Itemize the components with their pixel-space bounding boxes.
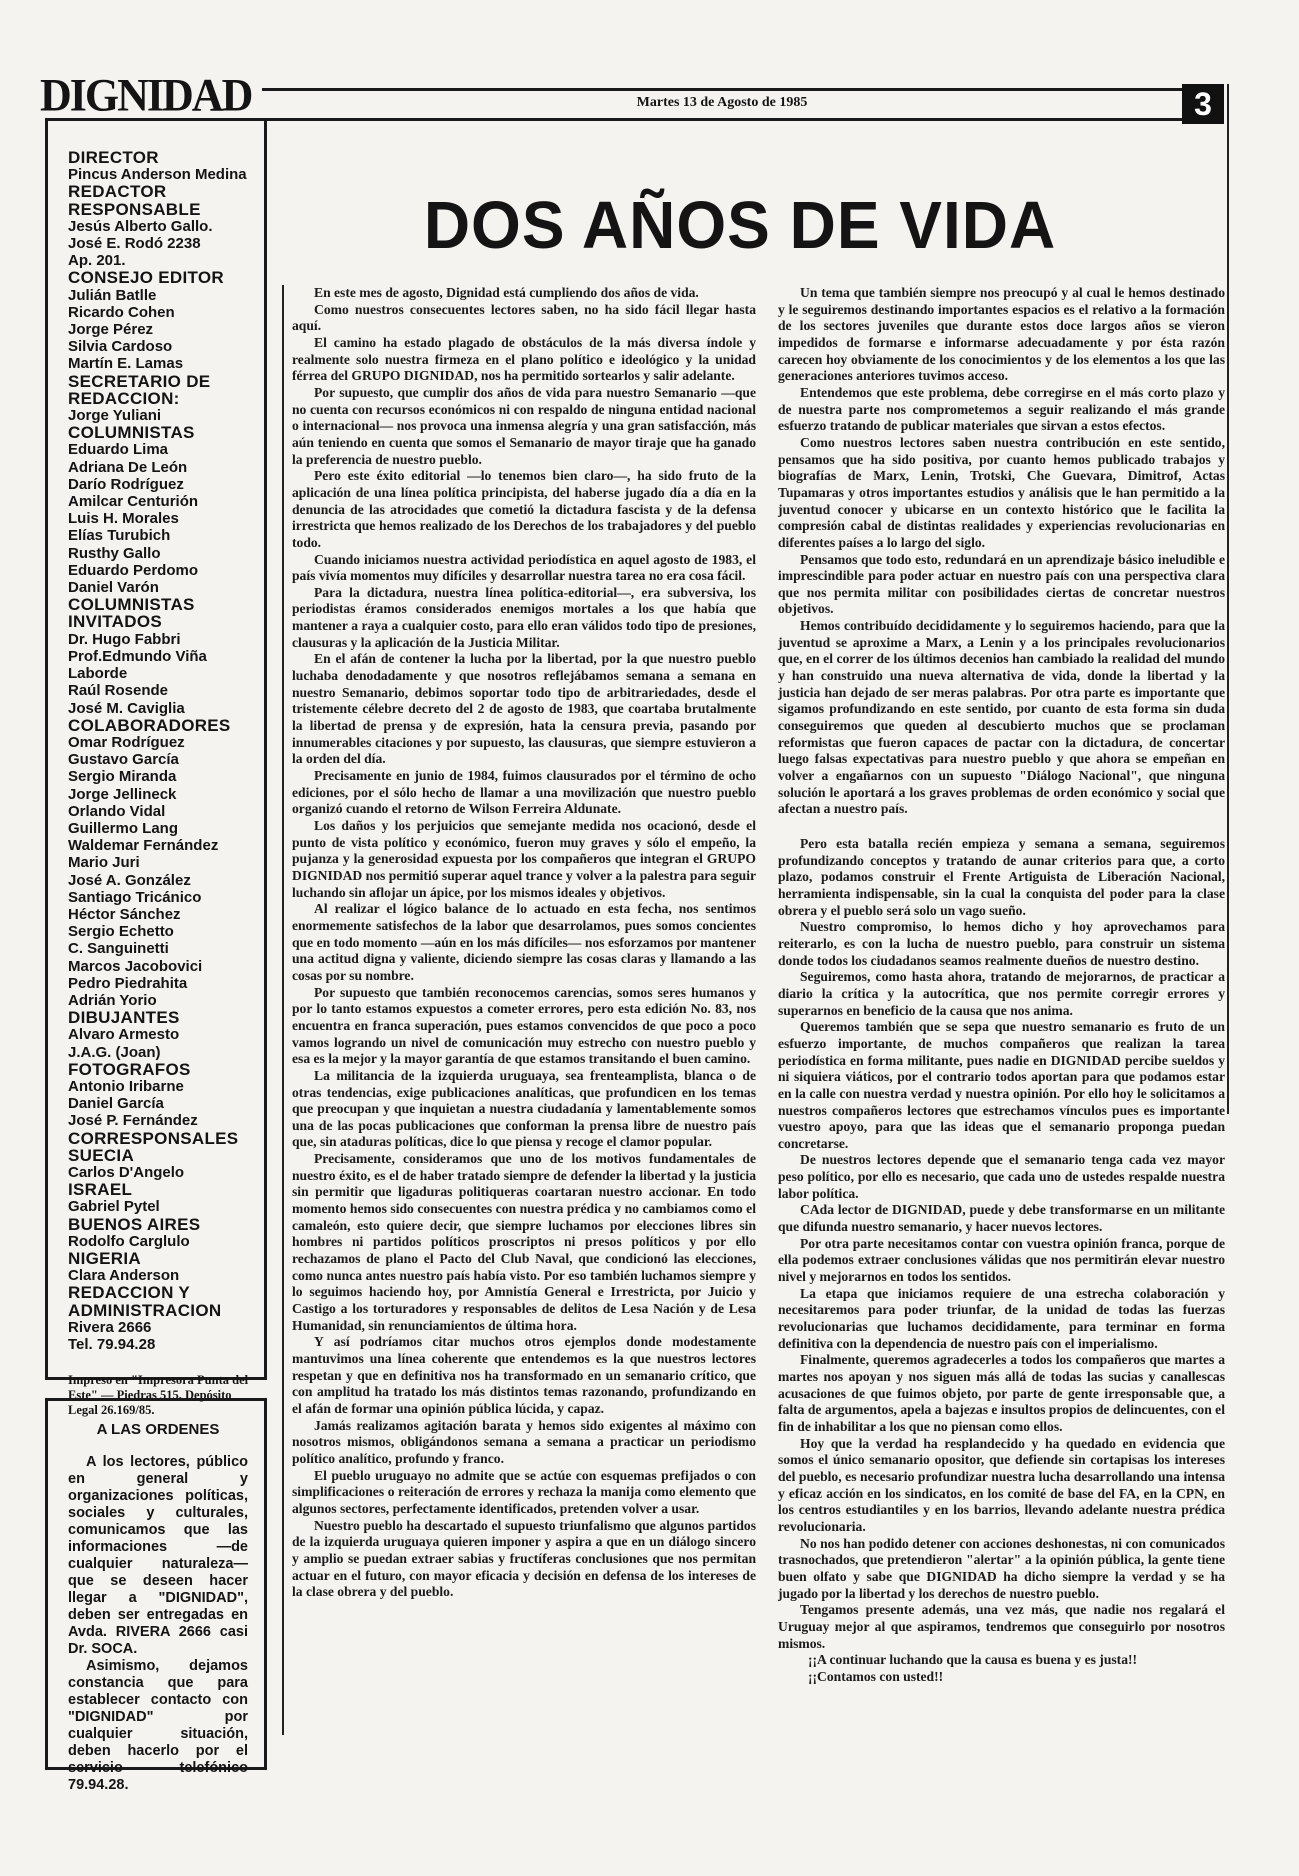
article-paragraph: Nuestro compromiso, lo hemos dicho y hoy aprovechamos para reiterarlo, es con la lucha de nuestro pueblo, para construir un sistema donde todos los ciudadanos seamos realmente dueños de nuestro destino. xyxy=(778,919,1225,968)
column-rule xyxy=(1227,84,1229,1114)
staff-heading: CORRESPONSALES xyxy=(68,1128,239,1148)
staff-name: Jorge Pérez xyxy=(68,321,154,339)
article-paragraph: Precisamente, consideramos que uno de los motivos fundamentales de nuestro éxito, es el de haber tratado siempre de defender la libertad y la justicia sin permitir que ligaduras politiqueras coartaran nuestro accionar. En todo momento hemos sido consecuentes con nuestra prédica y no cambiamos como el camaleón, esto quiere decir, que siempre luchamos por elecciones libres sin hombres ni partidos políticos proscriptos ni presos políticos y por ello rechazamos de plano el Pacto del Club Naval, que condicionó las elecciones, como nunca antes nuestro país había visto. Por eso también luchamos siempre y lo seguimos haciendo hoy, por Amnistía General e Irrestricta, por Juicio y Castigo a los torturadores y responsables de delitos de Lesa Nación y de Lesa Humanidad, sin renunciamientos de última hora. xyxy=(292,1151,756,1333)
article-paragraph: Tengamos presente además, una vez más, que nadie nos regalará el Uruguay mejor al que aspiramos, tendremos que conseguirlo por nosotros mismos. xyxy=(778,1602,1225,1651)
staff-name: José A. González xyxy=(68,871,191,889)
article-column-2 xyxy=(778,285,1225,1685)
staff-name: Daniel Varón xyxy=(68,579,159,597)
article-paragraph: La militancia de la izquierda uruguaya, sea frenteamplista, blanca o de otras tendencias, exige publicaciones analíticas, que profundicen en los temas que preocupan y que inquietan a nuestra ciudadanía y lamentablemente somos una de las pocas publicaciones que conforman la prensa libre de nuestro país que, sin ataduras políticas, dice lo que piensa y recoge el clamor popular. xyxy=(292,1067,756,1150)
orders-paragraph: Asimismo, dejamos constancia que para establecer contacto con "DIGNIDAD" por cualquier situación, deben hacerlo por el servicio telefónico 79.94.28. xyxy=(68,1658,248,1793)
staff-name: Rodolfo Carglulo xyxy=(68,1232,190,1250)
staff-name: Elías Turubich xyxy=(68,527,171,545)
imprint: Impreso en "Impresora Punta del Este" — Piedras 515. Depósito Legal 26.169/85. xyxy=(68,1373,249,1418)
staff-name: Ap. 201. xyxy=(68,252,126,270)
article-paragraph: Pero esta batalla recién empieza y semana a semana, seguiremos profundizando conceptos y tratando de aunar criterios para que, a corto plazo, podamos construir el Frente Artiguista de Liberación Nacional, herramienta indispensable, sin la cual la conquista del poder para la clase obrera y el pueblo será solo un vago sueño. xyxy=(778,836,1225,918)
staff-heading: CONSEJO EDITOR xyxy=(68,268,224,288)
article-paragraph: Y así podríamos citar muchos otros ejemplos donde modestamente mantuvimos una línea coherente que entendemos es la que nuestros lectores respetan y que en definitiva nos ha transformado en un semanario crítico, que con amplitud ha tratado los más distintos temas razonando, profundizando en el afán de formar una opinión pública lúcida, y capaz. xyxy=(292,1334,756,1416)
staff-name: Waldemar Fernández xyxy=(68,837,219,855)
article-paragraph: Por supuesto, que cumplir dos años de vida para nuestro Semanario —que no cuenta con recursos económicos ni con respaldo de ninguna entidad nacional o internacional— nos provoca una inmensa alegría y una gran satisfacción, más aún teniendo en cuenta que somos el Semanario de mayor tiraje que ha ganado la preferencia de nuestro pueblo. xyxy=(292,384,756,467)
staff-name: Jorge Jellineck xyxy=(68,785,177,803)
staff-heading: REDACTOR RESPONSABLE xyxy=(68,182,201,219)
staff-name: Marcos Jacobovici xyxy=(68,957,203,975)
staff-heading: SUECIA xyxy=(68,1145,135,1165)
staff-name: Héctor Sánchez xyxy=(68,905,181,923)
staff-heading: FOTOGRAFOS xyxy=(68,1059,191,1079)
staff-name: Martín E. Lamas xyxy=(68,355,184,373)
article-paragraph: Para la dictadura, nuestra línea política-editorial—, era subversiva, los periodistas éramos considerados enemigos mortales a los que había que mantener a raya a cualquier costo, para ello eran válidos todo tipo de presiones, clausuras y la aplicación de la Justicia Militar. xyxy=(292,584,756,650)
article-paragraph: Como nuestros lectores saben nuestra contribución en este sentido, pensamos que ha sido positiva, por cuanto hemos publicado trabajos y biografías de Marx, Lenin, Trotski, Che Guevara, Dimitrof, Actas Tupamaras y otros importantes estudios y análisis que le han permitido a la juventud conocer y ubicarse en un contexto histórico que le facilita la compresión cabal de distintas realidades y experiencias revolucionarias en diferentes países a lo largo del siglo. xyxy=(778,434,1225,550)
staff-heading: COLABORADORES xyxy=(68,715,231,735)
article-paragraph: Por otra parte necesitamos contar con vuestra opinión franca, porque de ella podemos extraer conclusiones válidas que nos permitirán elevar nuestro nivel y mejorarnos en todos los sentidos. xyxy=(778,1235,1225,1285)
staff-heading: BUENOS AIRES xyxy=(68,1214,201,1234)
staff-name: Mario Juri xyxy=(68,854,140,872)
article-paragraph: CAda lector de DIGNIDAD, puede y debe transformarse en un militante que difunda nuestro semanario, y hacer nuevos lectores. xyxy=(778,1202,1225,1235)
orders-box xyxy=(45,1398,267,1793)
staff-name: Guillermo Lang xyxy=(68,819,179,837)
staff-name: Sergio Echetto xyxy=(68,923,174,941)
staff-name: Amilcar Centurión xyxy=(68,493,199,511)
staff-name: Eduardo Perdomo xyxy=(68,561,199,579)
staff-name: Gustavo García xyxy=(68,751,179,769)
staff-name: Adrián Yorio xyxy=(68,991,157,1009)
article-paragraph: Como nuestros consecuentes lectores saben, no ha sido fácil llegar hasta aquí. xyxy=(292,301,756,334)
masthead-logo: DIGNIDAD xyxy=(40,69,252,122)
staff-name: Silvia Cardoso xyxy=(68,338,173,356)
staff-heading: SECRETARIO DE REDACCION: xyxy=(68,371,211,408)
article-paragraph: Seguiremos, como hasta ahora, tratando de mejorarnos, de practicar a diario la crítica y la autocrítica, que nos permite corregir errores y superarnos en beneficio de la causa que nos anima. xyxy=(778,969,1225,1018)
staff-name: Antonio Iribarne xyxy=(68,1077,184,1095)
staff-name: Jorge Yuliani xyxy=(68,407,162,425)
masthead-rule-bottom xyxy=(262,118,1182,121)
staff-name: Rusthy Gallo xyxy=(68,544,161,562)
staff-name: Rivera 2666 xyxy=(68,1318,152,1336)
article-paragraph: Hemos contribuído decididamente y lo seguiremos haciendo, para que la juventud se aproxime a Marx, a Lenin y a los principales revolucionarios que, en el correr de los últimos decenios han cambiado la realidad del mundo y han construido una nueva alternativa de vida, donde la libertad y la justicia han dejado de ser meras palabras. Por otra parte es importante que sigamos profundizando en este sentido, por cuanto de esta forma sin duda conseguiremos que queden al descubierto muchos que se proclaman reformistas que fueron capaces de pactar con la dictadura, de concertar luego falsas expectativas para nuestro pueblo y que ahora se empeñan en volver a engañarnos con un supuesto "Diálogo Nacional", que ninguna solución le aportará a los graves problemas de orden económico y social que afectan a nuestro país. xyxy=(778,618,1225,817)
article-paragraph: Hoy que la verdad ha resplandecido y ha quedado en evidencia que somos el único semanario opositor, que defiende sin cortapisas los intereses del pueblo, es necesario profundizar nuestra lucha desarrollando una intensa y eficaz acción en los sindicatos, en los comité de base del FA, en la CPN, en los centros estudiantiles y en los barrios, llevando adelante nuestra prédica revolucionaria. xyxy=(778,1435,1225,1534)
article-paragraph: Cuando iniciamos nuestra actividad periodística en aquel agosto de 1983, el país vivía momentos muy difíciles y desarrollar nuestra tarea no era cosa fácil. xyxy=(292,551,756,584)
staff-heading: COLUMNISTAS xyxy=(68,423,195,443)
staff-name: Raúl Rosende xyxy=(68,682,169,700)
staff-name: Ricardo Cohen xyxy=(68,303,175,321)
article-paragraph: Pero este éxito editorial —lo tenemos bien claro—, ha sido fruto de la aplicación de una línea política principista, del haberse jugado día a día en la denuncia de las atrocidades que cometió la dictadura fascista y de la defensa irrestricta que hemos realizado de los Derechos de los trabajadores y del pueblo todo. xyxy=(292,468,756,550)
staff-name: José P. Fernández xyxy=(68,1112,198,1130)
staff-heading: DIBUJANTES xyxy=(68,1008,180,1028)
staff-heading: ISRAEL xyxy=(68,1180,133,1200)
staff-name: Luis H. Morales xyxy=(68,510,179,528)
article-paragraph: Jamás realizamos agitación barata y hemos sido exigentes al máximo con nosotros mismos, obligándonos semana a semana a practicar un periodismo político analítico, profundo y franco. xyxy=(292,1417,756,1466)
article-paragraph: De nuestros lectores depende que el semanario tenga cada vez mayor peso político, por ello es necesario, que cada uno de ustedes respalde nuestra labor política. xyxy=(778,1152,1225,1201)
staff-name: Eduardo Lima xyxy=(68,441,169,459)
article-paragraph: La etapa que iniciamos requiere de una estrecha colaboración y necesitaremos para poder triunfar, de la unidad de todas las fuerzas revolucionarias que luchamos decididamente, para terminar en forma definitiva con la dependencia de nuestro país con el imperialismo. xyxy=(778,1285,1225,1351)
page-number: 3 xyxy=(1182,84,1224,124)
staff-name: Carlos D'Angelo xyxy=(68,1163,185,1181)
article-paragraph: Entendemos que este problema, debe corregirse en el más corto plazo y de nuestra parte nos comprometemos a seguir realizando el más grande esfuerzo tratando de publicar materiales que sirvan a estos efectos. xyxy=(778,384,1225,434)
staff-heading: NIGERIA xyxy=(68,1249,141,1268)
staff-name: Gabriel Pytel xyxy=(68,1198,160,1216)
article-paragraph: Por supuesto que también reconocemos carencias, somos seres humanos y por lo tanto estamos expuestos a cometer errores, pero esta edición No. 83, nos encuentra en franca superación, pues estamos convencidos de que poco a poco vamos logrando un nivel de comunicación muy estrecho con nuestro pueblo y esa es la mejor y la mayor garantía de que estamos transitando el buen camino. xyxy=(292,984,756,1067)
headline: DOS AÑOS DE VIDA xyxy=(423,187,1057,263)
article-paragraph: Al realizar el lógico balance de lo actuado en esta fecha, nos sentimos enormemente satisfechos de la labor que desarrolamos, pues somos concientes que en todo momento —aún en los más difíciles— nos esforzamos por mantener una actitud digna y valiente, diciendo siempre las cosas claras y llamando a las cosas por su nombre. xyxy=(292,901,756,983)
orders-title: A LAS ORDENES xyxy=(96,1421,220,1438)
staff-name: Pedro Piedrahita xyxy=(68,974,188,992)
masthead-rule-top xyxy=(262,88,1182,91)
staff-name: Clara Anderson xyxy=(68,1267,180,1285)
article-paragraph: El camino ha estado plagado de obstáculos de la más diversa índole y realmente solo nuestra firmeza en el plano político e ideológico y la unidad férrea del GRUPO DIGNIDAD, nos ha permitido sortearlos y salir adelante. xyxy=(292,334,756,384)
article-paragraph: ¡¡A continuar luchando que la causa es buena y es justa!! xyxy=(808,1652,1138,1668)
staff-name: Darío Rodríguez xyxy=(68,475,184,493)
article-paragraph: ¡¡Contamos con usted!! xyxy=(808,1668,944,1684)
article-paragraph: Nuestro pueblo ha descartado el supuesto triunfalismo que algunos partidos de la izquierda uruguaya quieren imponer y aspira a que en un diálogo sincero y amplio se puedan extraer sabias y fructíferas conclusiones que nos permitan actuar en el futuro, con mayor eficacia y decisión en defensa de los intereses de la clase obrera y del pueblo. xyxy=(292,1517,756,1600)
staff-name: Jesús Alberto Gallo. xyxy=(68,217,213,235)
staff-name: Tel. 79.94.28 xyxy=(68,1336,156,1354)
staff-box xyxy=(45,118,267,1418)
staff-name: Orlando Vidal xyxy=(68,802,166,820)
staff-name: Alvaro Armesto xyxy=(68,1026,180,1044)
staff-name: Dr. Hugo Fabbri xyxy=(68,630,181,648)
staff-name: Santiago Tricánico xyxy=(68,888,202,906)
article-column-1 xyxy=(282,285,756,1735)
article-paragraph: En este mes de agosto, Dignidad está cumpliendo dos años de vida. xyxy=(314,285,699,300)
staff-name: Prof.Edmundo Viña Laborde xyxy=(68,647,207,683)
article-paragraph: Un tema que también siempre nos preocupó y al cual le hemos destinado y le seguiremos destinando importantes espacios es el relativo a la formación de los sectores juveniles que durante estos doce largos años se vieron impedidos de formarse e informarse adecuadamente y por ésta razón carecen hoy obviamente de los conocimientos y de los elementos a los que las generaciones anteriores tuvimos acceso. xyxy=(778,285,1225,384)
staff-name: Julián Batlle xyxy=(68,286,157,304)
staff-heading: COLUMNISTAS INVITADOS xyxy=(68,595,195,632)
article-paragraph: Queremos también que se sepa que nuestro semanario es fruto de un esfuerzo importante, de muchos compañeros que realizan la tarea periodística en forma militante, pues nadie en DIGNIDAD percibe sueldos y ni siquiera viáticos, por el contrario todos aportan para que podamos estar en la calle con nuestra verdad y nuestra opinión. Por ello hoy le solicitamos a nuestros compañeros lectores que estrechamos vínculos pues es importante vuestro apoyo, para que las ideas que el semanario proponga puedan concretarse. xyxy=(778,1019,1225,1151)
article-paragraph: Pensamos que todo esto, redundará en un aprendizaje básico ineludible e imprescindible para poder actuar en nuestro país con una perspectiva clara que nos permita militar con posibilidades ciertas de concretar nuestros objetivos. xyxy=(778,551,1225,617)
article-paragraph: Precisamente en junio de 1984, fuimos clausurados por el término de ocho ediciones, por el sólo hecho de llamar a una movilización que nuestro pueblo organizó cuando el retorno de Wilson Ferreira Aldunate. xyxy=(292,768,756,817)
staff-name: Pincus Anderson Medina xyxy=(68,166,247,184)
article-paragraph: Los daños y los perjuicios que semejante medida nos ocacionó, desde el punto de vista político y económico, fueron muy graves y sólo el empeño, la pujanza y la generosidad expuesta por los compañeros que integran el GRUPO DIGNIDAD nos permitió superar aquel trance y volver a la palestra para seguir luchando sin aflojar un ápice, por los mismos ideales y objetivos. xyxy=(292,818,756,900)
staff-heading: DIRECTOR xyxy=(68,148,159,167)
article-paragraph: No nos han podido detener con acciones deshonestas, ni con comunicados trasnochados, que pretendieron "alertar" a la opinión pública, la gente tiene buen olfato y sabe que DIGNIDAD ha dicho siempre la verdad y se ha jugado por la libertad y los derechos de nuestro pueblo. xyxy=(778,1535,1225,1601)
article-paragraph: En el afán de contener la lucha por la libertad, por la que nuestro pueblo luchaba denodadamente y que nosotros reflejábamos semana a semana en nuestro Semanario, debimos soportar todo tipo de arbitrariedades, desde el tristemente célebre decreto del 2 de agosto de 1983, que coartaba brutalmente la libertad de prensa y de expresión, hata la censura previa, pasando por innumerables citaciones y por supuesto, las clausuras, que siempre estuvieron a la orden del día. xyxy=(292,651,756,767)
staff-list xyxy=(68,149,254,1353)
article-paragraph: Finalmente, queremos agradecerles a todos los compañeros que martes a martes nos apoyan y nos siguen más allá de todas las sucias y canallescas acusaciones de que fuimos objeto, por parte de gente irresponsable que, a falta de argumentos, apela a bajezas e insultos propios de delincuentes, con el fin de inhabilitar a los que no piensan como ellos. xyxy=(778,1352,1225,1434)
staff-heading: REDACCION Y ADMINISTRACION xyxy=(68,1283,222,1320)
staff-name: C. Sanguinetti xyxy=(68,940,169,958)
staff-name: J.A.G. (Joan) xyxy=(68,1043,161,1061)
orders-paragraph: A los lectores, público en general y organizaciones políticas, sociales y culturales, comunicamos que las informaciones —de cualquier naturaleza— que se deseen hacer llegar a "DIGNIDAD", deben ser entregadas en Avda. RIVERA 2666 casi Dr. SOCA. xyxy=(68,1454,248,1657)
staff-name: José E. Rodó 2238 xyxy=(68,235,201,253)
staff-name: José M. Caviglia xyxy=(68,699,185,717)
article-paragraph: El pueblo uruguayo no admite que se actúe con esquemas prefijados o con simplificaciones o reiteración de errores y rechaza la manija como elemento que algunos sectores, perfectamente identificados, pretenden volver a usar. xyxy=(292,1467,756,1516)
staff-name: Sergio Miranda xyxy=(68,768,177,786)
staff-name: Omar Rodríguez xyxy=(68,733,185,751)
staff-name: Adriana De León xyxy=(68,458,188,476)
issue-date: Martes 13 de Agosto de 1985 xyxy=(636,95,808,110)
staff-name: Daniel García xyxy=(68,1095,164,1113)
